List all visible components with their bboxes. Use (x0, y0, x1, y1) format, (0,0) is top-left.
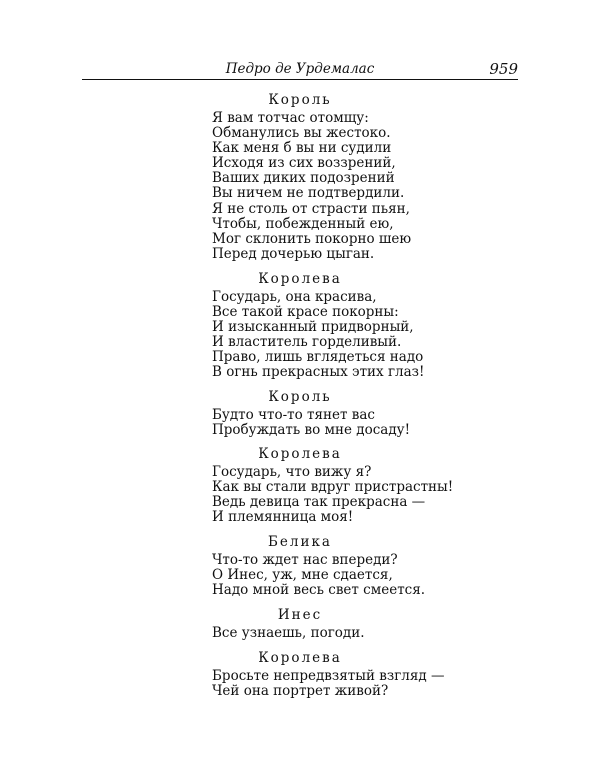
verse-line: О Инес, уж, мне сдается, (212, 567, 393, 584)
verse-line: Чтобы, побежденный ею, (212, 215, 394, 232)
verse-line: Я вам тотчас отомщу: (212, 110, 369, 126)
verse-line: Все такой красе покорны: (212, 304, 399, 321)
verse-block (212, 290, 532, 381)
verse-line: И племянница моя! (212, 509, 354, 526)
verse-line: Все узнаешь, погоди. (212, 625, 365, 641)
verse-block (212, 626, 532, 641)
verse-line: Что-то ждет нас впереди? (212, 552, 398, 568)
verse-block (212, 111, 532, 262)
speaker-name: Король (268, 389, 332, 405)
page-number: 959 (489, 60, 518, 78)
verse-line: Государь, она красива, (212, 289, 377, 305)
verse-line: Ваших диких подозрений (212, 170, 395, 187)
verse-line: Обманулись вы жестоко. (212, 125, 391, 142)
header-rule (82, 79, 518, 80)
running-title: Педро де Урдемалас (225, 61, 375, 77)
verse-line: Будто что-то тянет вас (212, 407, 375, 423)
verse-line: Пробуждать во мне досаду! (212, 422, 411, 439)
verse-line: В огнь прекрасных этих глаз! (212, 364, 425, 381)
verse-block (212, 465, 532, 525)
verse-line: Исходя из сих воззрений, (212, 155, 396, 172)
verse-line: Ведь девица так прекрасна — (212, 494, 426, 511)
speaker-name: Король (268, 92, 332, 108)
verse-line: Как меня б вы ни судили (212, 140, 392, 157)
speaker-name: Королева (258, 446, 342, 462)
verse-line: И изысканный придворный, (212, 319, 414, 336)
verse-line: Перед дочерью цыган. (212, 245, 375, 262)
verse-line: Бросьте непредвзятый взгляд — (212, 668, 445, 684)
verse-line: И властитель горделивый. (212, 334, 402, 351)
verse-line: Вы ничем не подтвердили. (212, 185, 405, 202)
verse-line: Надо мной весь свет смеется. (212, 582, 426, 599)
speaker-name: Инес (277, 607, 323, 623)
verse-line: Чей она портрет живой? (212, 683, 389, 700)
speaker-name: Королева (258, 650, 342, 666)
verse-block (212, 408, 532, 438)
verse-block (212, 669, 532, 699)
verse-block (212, 553, 532, 598)
verse-line: Я не столь от страсти пьян, (212, 200, 410, 217)
speaker-name: Королева (258, 271, 342, 287)
verse-line: Мог склонить покорно шею (212, 230, 412, 247)
verse-line: Государь, что вижу я? (212, 464, 372, 480)
running-header (82, 60, 518, 80)
verse-line: Как вы стали вдруг пристрастны! (212, 479, 454, 496)
speaker-name: Белика (268, 534, 332, 550)
verse-line: Право, лишь вглядеться надо (212, 349, 424, 366)
